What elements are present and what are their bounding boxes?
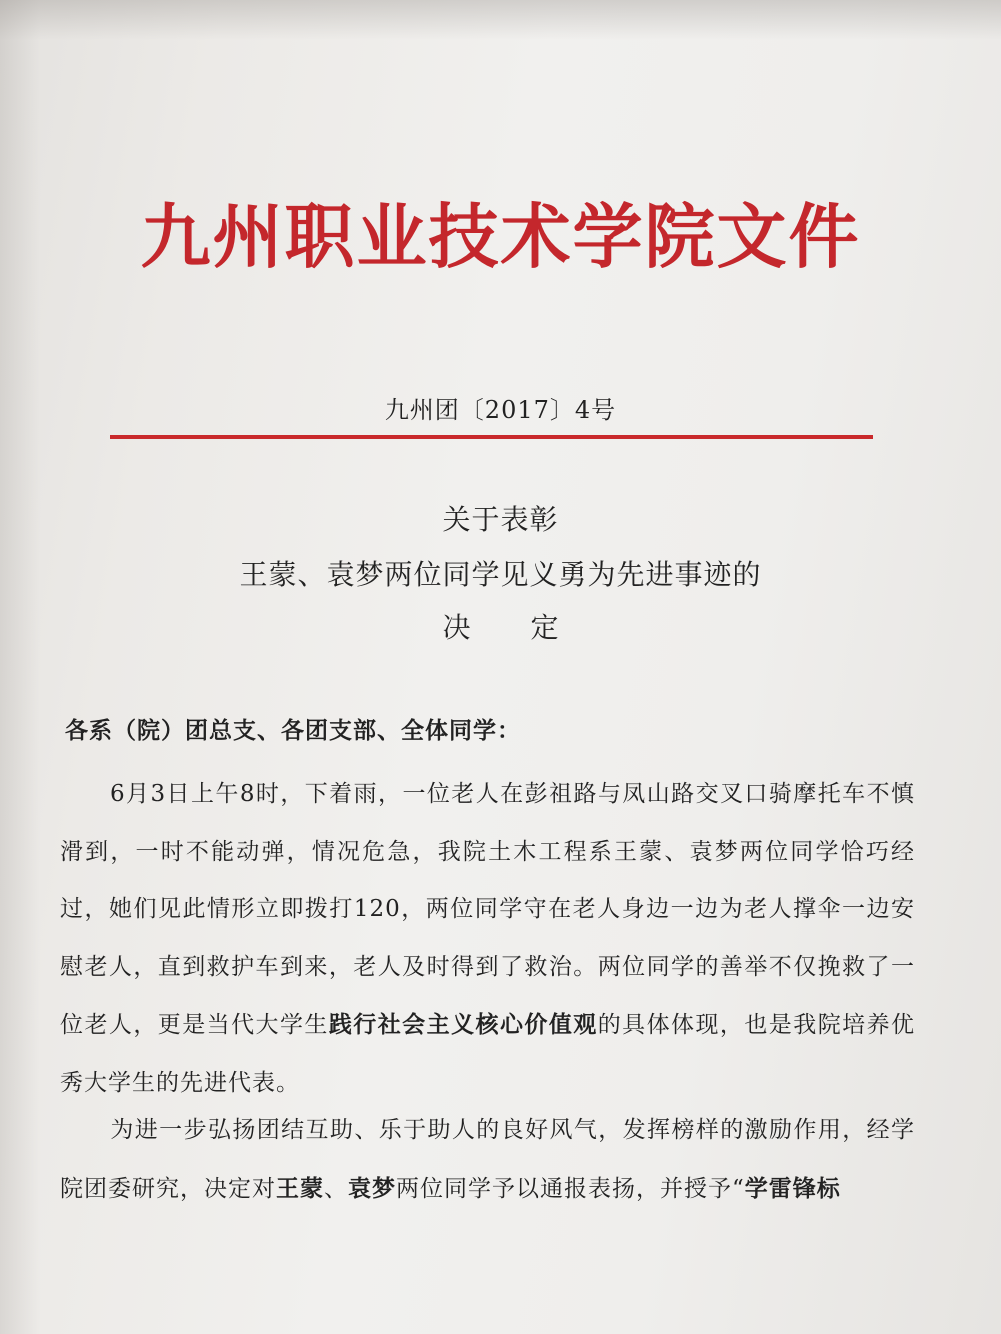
subject-line-3: 决定 [442,611,619,644]
paragraph-1-text-a: 6月3日上午8时，下着雨，一位老人在彭祖路与凤山路交叉口骑摩托车不慎滑到，一时不能动弹，情况危急，我院土木工程系王蒙、袁梦两位同学恰巧经过，她们见此情形立即拨打120，两位同学守在老人身边一边为老人撑伞一边安慰老人，直到救护车到来，老人及时得到了救治。两位同学的善举不仅挽救了一位老人，更是当代大学生 [60,781,915,1038]
paragraph-2-text-b: 两位同学予以通报表扬，并授予“ [396,1175,745,1202]
paragraph-2-text-a: 为进一步弘扬团结互助、乐于助人的良好风气，发挥榜样的激励作用，经学院团委研究，决定对 [60,1117,915,1202]
document-number: 九州团〔2017〕4号 [384,396,617,424]
paragraph-1-text-b: 的具体体现，也是我院培养优秀大学生的先进代表。 [60,1012,916,1096]
page-shadow-top [0,0,1001,40]
paragraph-1-emphasis: 践行社会主义核心价值观 [328,1011,598,1038]
salutation: 各系（院）团总支、各团支部、全体同学： [65,717,521,744]
paragraph-2-name-2: 袁梦 [348,1174,396,1202]
subject-line-1: 关于表彰 [442,503,559,536]
subject-line-2: 王蒙、袁梦两位同学见义勇为先进事迹的 [239,558,762,591]
red-divider-line [110,435,873,439]
body-paragraph-1 [60,766,915,1112]
document-header-title: 九州职业技术学院文件 [140,195,861,278]
paragraph-2-separator: 、 [324,1175,348,1202]
paragraph-2-emphasis: 学雷锋标 [744,1174,841,1202]
paragraph-2-name-1: 王蒙 [276,1174,324,1202]
body-paragraph-2 [60,1102,915,1218]
